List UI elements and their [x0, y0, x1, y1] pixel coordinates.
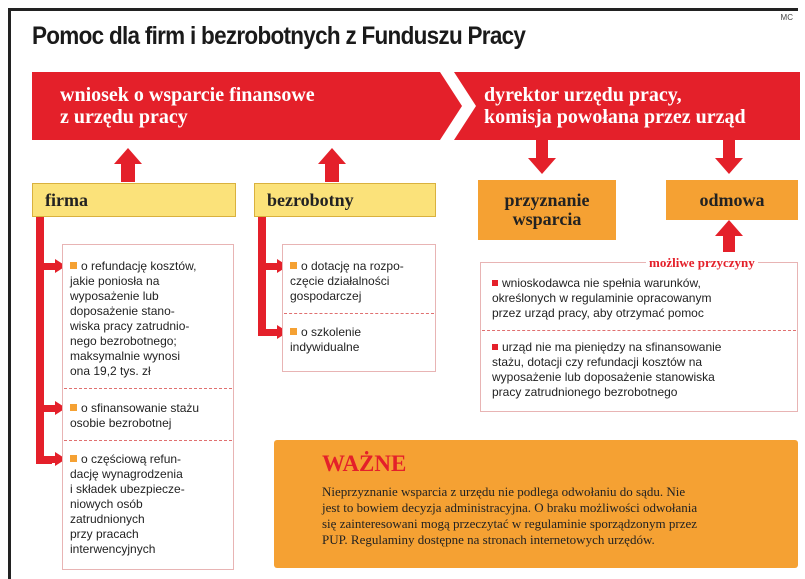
bezrobotny-box: bezrobotny [254, 183, 436, 217]
note-line: Nieprzyznanie wsparcia z urzędu nie podlega odwołaniu do sądu. Nie [322, 484, 686, 499]
firma-item-3: o częściową refun- dację wynagrodzenia i składek ubezpiecze- niowych osób zatrudnionych przy pracach interwencyjnych [70, 452, 185, 556]
note-line: PUP. Regulaminy dostępne na stronach internetowych urzędów. [322, 532, 655, 547]
square-bullet-icon [70, 404, 77, 411]
square-bullet-icon [290, 262, 297, 269]
banner-left-line2: z urzędu pracy [60, 106, 188, 128]
note-line: się zainteresowani mogą przeczytać w regulaminie sporządzonym przez [322, 516, 698, 531]
reason-item-2: urząd nie ma pieniędzy na sfinansowanie stażu, dotacji czy refundacji kosztów na wyposażenie lub doposażenie stanowiska pracy zatrudnionego bezrobotnego [492, 340, 722, 399]
square-bullet-icon [290, 328, 297, 335]
square-bullet-icon [70, 455, 77, 462]
author-credit: MC [780, 13, 793, 22]
przyznanie-box [478, 180, 616, 240]
firma-item-2: o sfinansowanie stażu osobie bezrobotnej [70, 401, 200, 430]
banner-right-line1: dyrektor urzędu pracy, [484, 84, 682, 106]
square-bullet-icon [492, 280, 498, 286]
bezrobotny-item-1: o dotację na rozpo- częcie działalności gospodarczej [290, 259, 404, 303]
divider [482, 330, 796, 331]
przyznanie-line2: wsparcia [512, 209, 582, 229]
odmowa-box: odmowa [666, 180, 798, 220]
divider [64, 440, 232, 441]
up-arrow-firma-icon [114, 148, 142, 182]
banner-right-line2: komisja powołana przez urząd [484, 106, 746, 128]
important-note-heading: WAŻNE [322, 451, 407, 476]
divider [64, 388, 232, 389]
up-arrow-bezrobotny-icon [318, 148, 346, 182]
firma-item-1: o refundację kosztów, jakie poniosła na wyposażenie lub doposażenie stano- wiska pracy zatrudnio- nego bezrobotnego; maksymalnie wynosi ona 19,2 tys. zł [70, 259, 197, 378]
important-note-text [322, 484, 792, 548]
banner-left-text [60, 84, 315, 128]
reason-item-1: wnioskodawca nie spełnia warunków, określonych w regulaminie opracowanym przez urząd pracy, aby otrzymać pomoc [492, 276, 712, 320]
divider [284, 313, 434, 314]
note-line: jest to bowiem decyzja administracyjna. O braku możliwości odwołania [322, 500, 698, 515]
square-bullet-icon [70, 262, 77, 269]
down-arrow-przyznanie-icon [528, 140, 556, 174]
reasons-title: możliwe przyczyny [646, 255, 758, 271]
up-arrow-reasons-icon [715, 220, 743, 252]
firma-box: firma [32, 183, 236, 217]
bezrobotny-item-2: o szkolenie indywidualne [290, 325, 362, 354]
square-bullet-icon [492, 344, 498, 350]
banner-right-text [484, 84, 746, 128]
przyznanie-line1: przyznanie [504, 190, 590, 210]
down-arrow-odmowa-icon [715, 140, 743, 174]
page-title: Pomoc dla firm i bezrobotnych z Funduszu Pracy [32, 22, 526, 50]
banner-left-line1: wniosek o wsparcie finansowe [60, 84, 315, 106]
